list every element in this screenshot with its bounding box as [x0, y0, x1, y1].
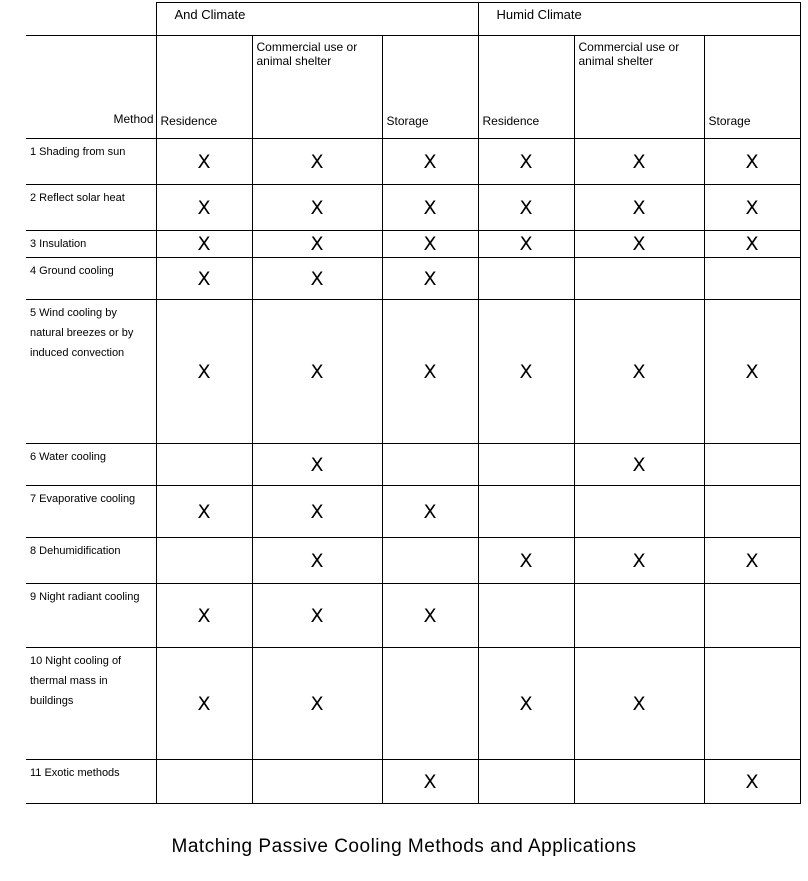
- empty-cell: [574, 486, 704, 538]
- applicable-mark: X: [382, 231, 478, 258]
- applicable-mark: X: [704, 538, 800, 584]
- empty-cell: [574, 258, 704, 300]
- applicable-mark: X: [252, 300, 382, 444]
- empty-cell: [478, 486, 574, 538]
- applicable-mark: X: [478, 538, 574, 584]
- applicable-mark: X: [574, 538, 704, 584]
- empty-cell: [574, 584, 704, 648]
- method-label: 8 Dehumidification: [26, 538, 156, 584]
- applicable-mark: X: [252, 231, 382, 258]
- empty-cell: [156, 538, 252, 584]
- header-row-climate: [26, 3, 800, 36]
- method-label: 3 Insulation: [26, 231, 156, 258]
- applicable-mark: X: [382, 258, 478, 300]
- empty-cell: [252, 760, 382, 804]
- cooling-methods-table-wrapper: [26, 2, 801, 804]
- applicable-mark: X: [704, 760, 800, 804]
- subcol-humid-commercial: Commercial use or animal shelter: [574, 36, 704, 139]
- applicable-mark: X: [382, 486, 478, 538]
- applicable-mark: X: [574, 444, 704, 486]
- column-group-humid-climate: Humid Climate: [478, 3, 800, 36]
- applicable-mark: X: [252, 139, 382, 185]
- empty-cell: [382, 444, 478, 486]
- applicable-mark: X: [574, 648, 704, 760]
- column-group-arid-climate: And Climate: [156, 3, 478, 36]
- method-label: 7 Evaporative cooling: [26, 486, 156, 538]
- table-body: [26, 139, 800, 804]
- table-caption: Matching Passive Cooling Methods and Applications: [171, 836, 637, 857]
- method-label: 2 Reflect solar heat: [26, 185, 156, 231]
- empty-cell: [156, 760, 252, 804]
- empty-cell: [382, 538, 478, 584]
- subcol-arid-residence: Residence: [156, 36, 252, 139]
- header-corner: [26, 3, 156, 36]
- applicable-mark: X: [252, 648, 382, 760]
- applicable-mark: X: [252, 444, 382, 486]
- applicable-mark: X: [156, 648, 252, 760]
- cooling-methods-table: [26, 2, 801, 804]
- applicable-mark: X: [704, 300, 800, 444]
- empty-cell: [704, 584, 800, 648]
- table-row: [26, 538, 800, 584]
- empty-cell: [704, 486, 800, 538]
- applicable-mark: X: [156, 300, 252, 444]
- method-label: 9 Night radiant cooling: [26, 584, 156, 648]
- applicable-mark: X: [382, 760, 478, 804]
- applicable-mark: X: [704, 139, 800, 185]
- subcol-arid-storage: Storage: [382, 36, 478, 139]
- applicable-mark: X: [156, 139, 252, 185]
- applicable-mark: X: [478, 300, 574, 444]
- applicable-mark: X: [574, 185, 704, 231]
- applicable-mark: X: [156, 185, 252, 231]
- empty-cell: [574, 760, 704, 804]
- empty-cell: [156, 444, 252, 486]
- applicable-mark: X: [478, 185, 574, 231]
- table-row: [26, 584, 800, 648]
- empty-cell: [478, 444, 574, 486]
- applicable-mark: X: [382, 139, 478, 185]
- empty-cell: [704, 444, 800, 486]
- subcol-humid-storage: Storage: [704, 36, 800, 139]
- method-column-header: Method: [26, 36, 156, 139]
- empty-cell: [704, 258, 800, 300]
- applicable-mark: X: [156, 486, 252, 538]
- applicable-mark: X: [382, 185, 478, 231]
- empty-cell: [478, 258, 574, 300]
- applicable-mark: X: [478, 648, 574, 760]
- method-label: 1 Shading from sun: [26, 139, 156, 185]
- table-row: [26, 185, 800, 231]
- applicable-mark: X: [478, 139, 574, 185]
- applicable-mark: X: [156, 584, 252, 648]
- table-row: [26, 139, 800, 185]
- empty-cell: [382, 648, 478, 760]
- subcol-arid-commercial: Commercial use or animal shelter: [252, 36, 382, 139]
- empty-cell: [704, 648, 800, 760]
- empty-cell: [478, 760, 574, 804]
- table-row: [26, 231, 800, 258]
- method-label: 11 Exotic methods: [26, 760, 156, 804]
- method-label: 5 Wind cooling by natural breezes or by induced convection: [26, 300, 156, 444]
- method-label: 6 Water cooling: [26, 444, 156, 486]
- table-row: [26, 648, 800, 760]
- applicable-mark: X: [704, 231, 800, 258]
- applicable-mark: X: [574, 139, 704, 185]
- applicable-mark: X: [478, 231, 574, 258]
- table-row: [26, 258, 800, 300]
- applicable-mark: X: [574, 300, 704, 444]
- table-row: [26, 300, 800, 444]
- applicable-mark: X: [382, 300, 478, 444]
- applicable-mark: X: [252, 584, 382, 648]
- applicable-mark: X: [252, 185, 382, 231]
- applicable-mark: X: [252, 486, 382, 538]
- table-row: [26, 486, 800, 538]
- method-label: 10 Night cooling of thermal mass in buildings: [26, 648, 156, 760]
- applicable-mark: X: [252, 538, 382, 584]
- applicable-mark: X: [156, 258, 252, 300]
- empty-cell: [478, 584, 574, 648]
- applicable-mark: X: [156, 231, 252, 258]
- header-row-subcolumns: [26, 36, 800, 139]
- applicable-mark: X: [574, 231, 704, 258]
- table-row: [26, 444, 800, 486]
- method-label: 4 Ground cooling: [26, 258, 156, 300]
- applicable-mark: X: [704, 185, 800, 231]
- applicable-mark: X: [382, 584, 478, 648]
- applicable-mark: X: [252, 258, 382, 300]
- subcol-humid-residence: Residence: [478, 36, 574, 139]
- table-row: [26, 760, 800, 804]
